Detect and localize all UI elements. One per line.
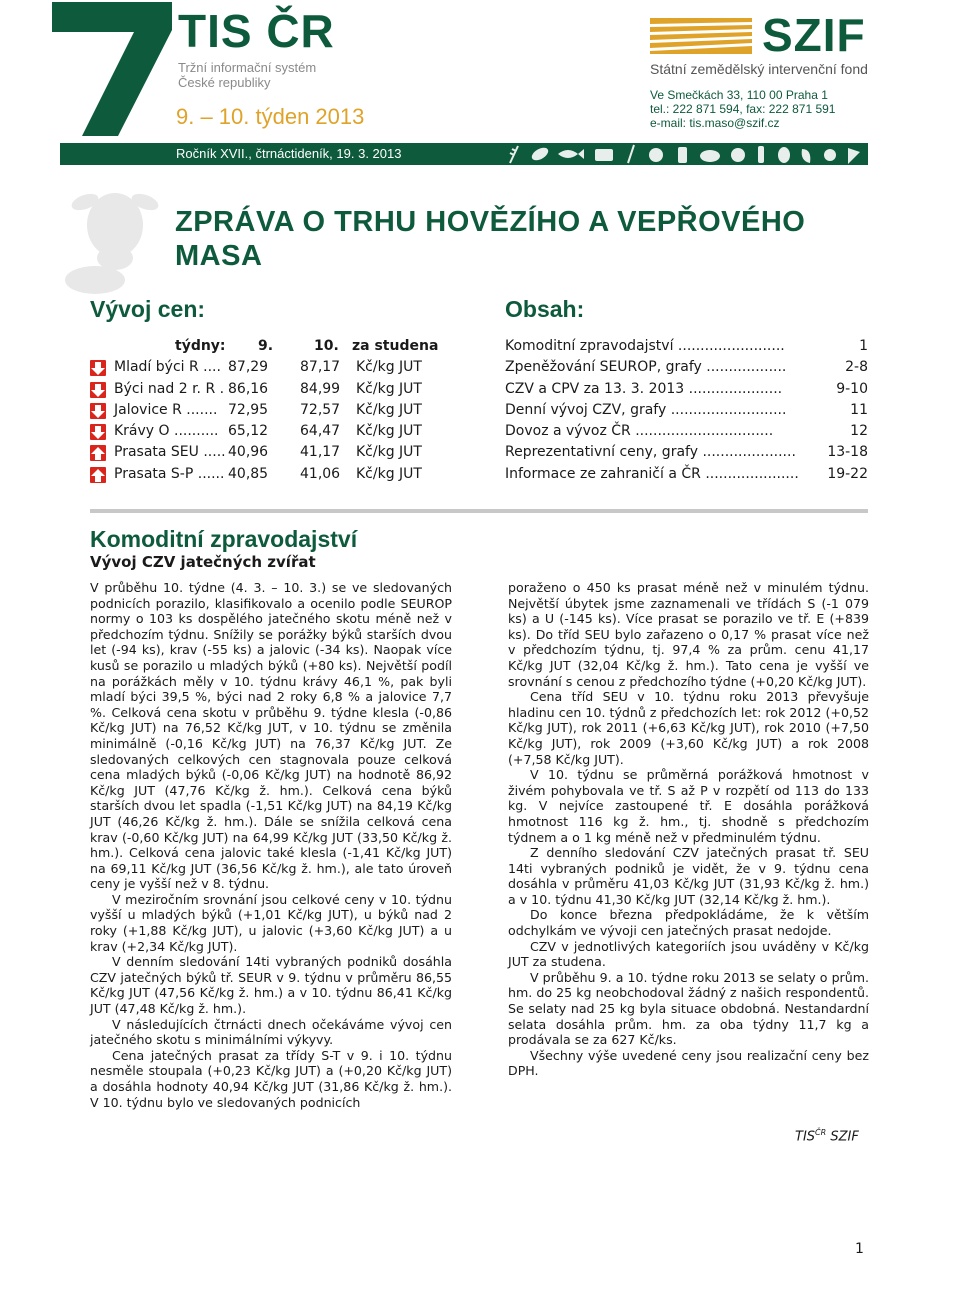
table-of-contents	[505, 336, 868, 485]
section-title: Komoditní zpravodajství	[90, 526, 358, 552]
contact-phone: tel.: 222 871 594, fax: 222 871 591	[650, 102, 836, 116]
price-label: Prasata SEU .....	[114, 444, 226, 461]
contents-heading: Obsah:	[505, 296, 585, 322]
carrot-icon	[848, 148, 860, 164]
price-label: Prasata S-P ......	[114, 465, 225, 482]
price-unit: Kč/kg JUT	[356, 465, 422, 482]
contents-item-page: 11	[850, 401, 868, 418]
contents-item-page: 2-8	[845, 359, 868, 376]
article-paragraph: Do konce března předpokládáme, že k větším odchylkám ve vývoji cen jatečných prasat nedojde.	[508, 907, 869, 939]
price-week9: 86,16	[228, 380, 269, 397]
contents-item-page: 19-22	[827, 465, 868, 482]
section-divider	[90, 509, 868, 513]
report-title	[175, 205, 865, 273]
price-week10: 64,47	[300, 423, 341, 440]
cow-pig-illustration	[55, 180, 165, 300]
contents-item-label: CZV a CPV za 13. 3. 2013 .....................	[505, 380, 783, 397]
price-label: Krávy O ..........	[114, 423, 219, 440]
article-paragraph: V meziročním srovnání jsou celkové ceny v 10. týdnu vyšší u mladých býků (+1,01 Kč/kg JUT), u býků nad 2 roky (+1,88 Kč/kg JUT), u jalovic (+3,60 Kč/kg JUT) a u krav (+2,34 Kč/kg JUT).	[90, 891, 452, 954]
price-label: Jalovice R .......	[114, 401, 218, 418]
article-paragraph: V následujících čtrnácti dnech očekáváme vývoj cen jatečného skotu s minimálními výkyvy.	[90, 1016, 452, 1048]
article-paragraph: CZV v jednotlivých kategoriích jsou uváděny v Kč/kg JUT za studena.	[508, 938, 869, 970]
signature-tis: TIS	[795, 1129, 816, 1145]
arrow-up-icon	[90, 467, 106, 483]
wheat-icon	[510, 146, 518, 163]
bottle-icon	[758, 146, 764, 163]
price-week10: 41,06	[300, 465, 341, 482]
contents-item-page: 13-18	[827, 444, 868, 461]
price-week10: 87,17	[300, 359, 341, 376]
brand-title: TIS ČR	[178, 5, 335, 57]
article-left-column	[90, 580, 452, 1110]
grain-icon	[628, 145, 634, 163]
szif-stripes-logo	[650, 18, 752, 54]
article-paragraph: Z denního sledování CZV jatečných prasat tř. SEU 14ti vybraných podniků je vidět, že v 9. týdnu cena dosáhla v průměru 41,03 Kč/kg JUT (31,93 Kč/kg ž. hm.) a v 10. týdnu 41,30 Kč/kg JUT (32,14 Kč/kg ž. hm.).	[508, 845, 869, 907]
commodity-icons-strip	[500, 143, 868, 165]
brand-subtitle-line2: České republiky	[178, 75, 271, 90]
leaf-icon	[530, 145, 551, 163]
contents-item-page: 9-10	[836, 380, 868, 397]
logo-seven	[48, 0, 178, 144]
header-week10: 10.	[314, 338, 339, 354]
page-number: 1	[855, 1241, 864, 1257]
price-label: Mladí býci R ....	[114, 359, 221, 376]
price-week10: 72,57	[300, 401, 341, 418]
price-unit: Kč/kg JUT	[356, 401, 422, 418]
signature-szif: SZIF	[830, 1129, 859, 1145]
price-week9: 87,29	[228, 359, 269, 376]
contents-item-label: Denní vývoj CZV, grafy ..........................	[505, 401, 787, 418]
article-paragraph: Všechny výše uvedené ceny jsou realizační ceny bez DPH.	[508, 1047, 869, 1079]
pepper-icon	[802, 149, 811, 163]
report-title-line2: MASA	[175, 240, 263, 272]
price-week10: 41,17	[300, 444, 341, 461]
contents-item[interactable]	[505, 464, 868, 485]
article-right-column	[508, 580, 869, 1079]
contents-item[interactable]	[505, 400, 868, 421]
contents-item-page: 1	[859, 338, 868, 354]
price-week9: 40,96	[228, 444, 269, 461]
arrow-down-icon	[90, 403, 106, 419]
contact-block	[650, 88, 835, 130]
header-weeks-label: týdny:	[175, 338, 226, 354]
banner-issue-info: Ročník XVII., čtrnáctideník, 19. 3. 2013	[176, 146, 402, 161]
fruit-icon	[731, 148, 745, 162]
arrow-down-icon	[90, 360, 106, 376]
price-unit: Kč/kg JUT	[356, 359, 422, 376]
price-week9: 40,85	[228, 465, 269, 482]
brand-subtitle-line1: Tržní informační systém	[178, 60, 317, 75]
contents-item-label: Informace ze zahraničí a ČR .....................	[505, 465, 799, 482]
article-paragraph: V průběhu 9. a 10. týdne roku 2013 se selaty o prům. hm. do 25 kg neobchodoval žádný z našich respondentů. Se selaty nad 25 kg byla situace obdobná. Nestandardní selata dosáhla prům. hm. za oba týdny 11,7 kg a prodávala se za 627 Kč/ks.	[508, 969, 869, 1048]
szif-fullname: Státní zemědělský intervenční fond	[650, 61, 868, 77]
contents-item[interactable]	[505, 336, 868, 357]
arrow-down-icon	[90, 424, 106, 440]
article-paragraph: Cena tříd SEU v 10. týdnu roku 2013 převyšuje hladinu cen 10. týdnů z předchozích let: rok 2012 (+0,52 Kč/kg JUT), rok 2011 (+6,63 Kč/kg JUT), rok 2010 (+7,50 Kč/kg JUT), rok 2009 (+3,60 Kč/kg JUT) a rok 2008 (+7,58 Kč/kg JUT).	[508, 689, 869, 767]
price-week9: 72,95	[228, 401, 269, 418]
szif-logo-text: SZIF	[762, 9, 866, 61]
contents-item[interactable]	[505, 357, 868, 378]
price-unit: Kč/kg JUT	[356, 380, 422, 397]
fish-icon	[558, 149, 584, 159]
article-paragraph: Cena jatečných prasat za třídy S-T v 9. i 10. týdnu nesměle stoupala (+0,23 Kč/kg JUT) a (+0,20 Kč/kg JUT) a dosáhla hodnoty 40,94 Kč/kg JUT (31,86 Kč/kg ž. hm.). V 10. týdnu bylo ve sledovaných podnicích	[90, 1047, 452, 1110]
contents-item-page: 12	[850, 423, 868, 440]
hen-icon	[649, 148, 663, 162]
signature	[795, 1128, 859, 1144]
contents-item-label: Komoditní zpravodajství ........................	[505, 338, 785, 354]
contents-item-label: Reprezentativní ceny, grafy .....................	[505, 444, 796, 461]
milk-icon	[678, 147, 687, 163]
brand-subtitle	[178, 60, 378, 90]
arrow-up-icon	[90, 445, 106, 461]
price-unit: Kč/kg JUT	[356, 444, 422, 461]
grape-icon	[824, 149, 836, 161]
header-week9: 9.	[258, 338, 274, 354]
price-unit: Kč/kg JUT	[356, 423, 422, 440]
prices-heading: Vývoj cen:	[90, 296, 206, 322]
contents-item[interactable]	[505, 379, 868, 400]
article-paragraph: V denním sledování 14ti vybraných podniků dosáhla CZV jatečných býků tř. SEUR v 9. týdnu v průměru 86,55 Kč/kg JUT (47,56 Kč/kg ž. hm.) a v 10. týdnu 86,41 Kč/kg JUT (47,48 Kč/kg ž. hm.).	[90, 954, 452, 1017]
contents-item[interactable]	[505, 442, 868, 463]
price-label: Býci nad 2 r. R .	[114, 380, 225, 397]
contact-email[interactable]: e-mail: tis.maso@szif.cz	[650, 116, 780, 130]
section-subtitle: Vývoj CZV jatečných zvířat	[90, 553, 316, 571]
report-title-line1: ZPRÁVA O TRHU HOVĚZÍHO A VEPŘOVÉHO	[175, 206, 806, 238]
contents-item[interactable]	[505, 421, 868, 442]
price-week9: 65,12	[228, 423, 269, 440]
egg-icon	[778, 147, 790, 163]
article-paragraph: poraženo o 450 ks prasat méně než v minulém týdnu. Největší úbytek jsme zaznamenali ve třídách S (-1 079 ks) a U (-145 ks). Více prasat se porazilo ve tř. E (+839 ks). Do tříd SEU bylo zařazeno o 0,17 % prasat více než v předchozím týdnu, tj. 97,4 % za prům. cenu 41,17 Kč/kg JUT (32,04 Kč/kg ž. hm.). Tato cena je vyšší ve srovnání s cenou z předchozího týdne (+0,20 Kč/kg JUT).	[508, 580, 869, 689]
contents-item-label: Dovoz a vývoz ČR ...............................	[505, 423, 774, 440]
contact-address: Ve Smečkách 33, 110 00 Praha 1	[650, 88, 828, 102]
price-week10: 84,99	[300, 380, 341, 397]
header-unit: za studena	[352, 338, 439, 354]
issue-week: 9. – 10. týden 2013	[176, 104, 365, 129]
article-paragraph: V průběhu 10. týdne (4. 3. – 10. 3.) se ve sledovaných podnicích porazilo, klasifikovalo a ocenilo podle SEUROP normy o 103 ks dospělého jatečného skotu méně než v předchozím týdnu. Snížily se porážky býků starších dvou let (-94 ks), krav (-55 ks) a jalovic (-34 ks). Naopak více kusů se porazilo u mladých býků (+80 ks). Největší podíl na porážkách měly v 10. týdnu krávy 46,1 %, pak byli mladí býci 39,5 %, býci nad 2 roky 6,8 % a jalovice 7,7 %. Celková cena skotu v průběhu 9. týdne klesla (-0,86 Kč/kg JUT) na 76,52 Kč/kg JUT, v 10. týdnu se změnila minimálně (-0,16 Kč/kg JUT) na 76,37 Kč/kg JUT. Ze sledovaných celkových cen stagnovala pouze celková cena mladých býků (-0,06 Kč/kg JUT) na hodnotě 86,92 Kč/kg JUT (47,76 Kč/kg ž. hm.). Celková cena býků starších dvou let spadla (-1,51 Kč/kg JUT) na 84,19 Kč/kg JUT (46,26 Kč/kg ž. hm.). Dále se snížila celková cena krav (-0,60 Kč/kg JUT) na 64,99 Kč/kg JUT (33,50 Kč/kg ž. hm.). Celková cena jalovic také klesla (-1,41 Kč/kg JUT) na 69,11 Kč/kg JUT (36,56 Kč/kg ž. hm.), ale tato úroveň ceny je vyšší než v 8. týdnu.	[90, 580, 452, 892]
arrow-down-icon	[90, 382, 106, 398]
contents-item-label: Zpeněžování SEUROP, grafy ..................	[505, 359, 787, 376]
signature-sup: ČR	[815, 1128, 827, 1137]
pig-icon	[700, 150, 720, 162]
article-paragraph: V 10. týdnu se průměrná porážková hmotnost v živém pohybovala ve tř. S až P v rozpětí od 113 do 133 kg. V nejvíce zastoupené tř. E dosáhla porážková hmotnost 116 kg ž. hm., tj. shodně s předchozím týdnem a o 1 kg méně než v předminulém týdnu.	[508, 767, 869, 845]
cheese-icon	[595, 149, 613, 161]
